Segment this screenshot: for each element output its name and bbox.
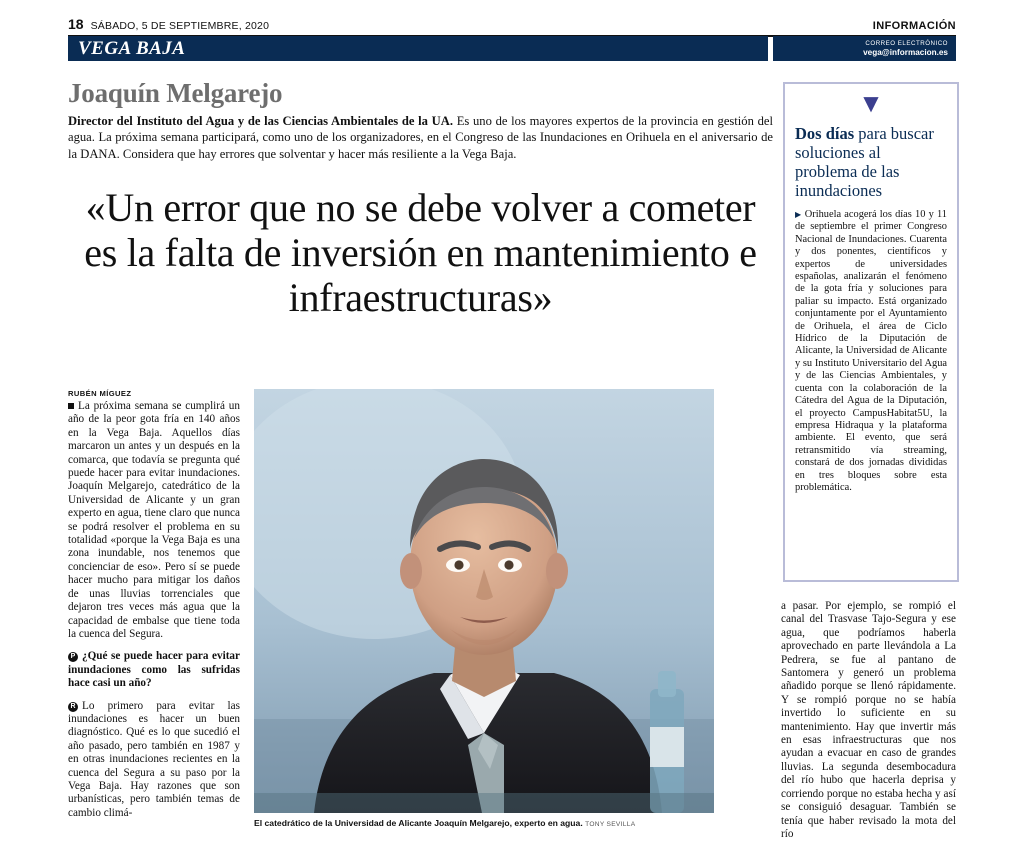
photo-caption [254,818,714,828]
answer-1 [68,700,240,821]
bullet-square-icon [68,403,74,409]
standfirst-bold: Director del Instituto del Agua y de las Ciencias Ambientales de la UA. [68,114,454,128]
section-title: VEGA BAJA [78,38,186,59]
contact-label: CORREO ELECTRÓNICO [865,40,948,47]
body-paragraph-1-text: La próxima semana se cumplirá un año de la peor gota fría en 140 años en la Vega Baja. Aquellos días marcaron un antes y un después en la comarca, que todavía se pregunta qué puede hacer para evitar inundaciones. Joaquín Melgarejo, catedrático de la Universidad de Alicante y un gran experto en agua, tiene claro que nunca se podrá resolver el problema en su totalidad «porque la Vega Baja es una zona inundable, nos tenemos que concienciar de eso». Pero sí se puede hacer mucho para mitigar los daños de unas lluvias torrenciales que dejaron tres veces más agua que la capacidad de embalse que tiene toda la cuenca del Segura. [68,400,240,640]
article-body-right: a pasar. Por ejemplo, se rompió el canal del Trasvase Tajo-Segura y ese agua, que podríamos haberla aprovechado en parte llevándola a La Pedrera, se fue al pantano de Santomera y generó un problema añadido porque se llenó rápidamente. Y se rompió porque no se había invertido lo suficiente en su mantenimiento. Hay que invertir más en esas infraestructuras que nos ayudan a evacuar en caso de grandes lluvias. La segunda desembocadura del río hubo que hacerla deprisa y corriendo porque no estaba hecha y así se consiguió desaguar. También se tenía que haber revisado la mota del río [781,600,956,840]
infobox-title [795,124,947,200]
masthead: INFORMACIÓN [872,20,956,32]
question-1-text: ¿Qué se puede hacer para evitar inundaciones como las sufridas hace casi un año? [68,650,240,690]
infobox-title-rest: para buscar soluciones al problema de las inundaciones [795,124,934,200]
photo-caption-text: El catedrático de la Universidad de Alicante Joaquín Melgarejo, experto en agua. [254,818,583,828]
interviewee-name: Joaquín Melgarejo [68,78,283,108]
infobox-body-text: Orihuela acogerá los días 10 y 11 de septiembre el primer Congreso Nacional de Inundaciones. Cuarenta y dos ponentes, científicos y expertos de universidades españolas, analizarán el fenómeno de la gota fría y soluciones para paliar su impacto. Está organizado conjuntamente por el Ayuntamiento de Orihuela, el área de Ciclo Hídrico de la Diputación de Alicante, la Universidad de Alicante y su Instituto Universitario del Agua y de las Ciencias Ambientales, y cuenta con la colaboración de la Cátedra del Agua de la Diputación, el proyecto CampusHabitat5U, la empresa Hidraqua y la plataforma ambiente. El evento, que será retransmitido vía streaming, constará de dos jornadas divididas en tres bloques sobre esta problemática. [795,209,947,493]
question-1 [68,650,240,690]
headline: «Un error que no se debe volver a cometer es la falta de inversión en mantenimiento e infraestructuras» [84,185,757,320]
article-body-left [68,400,240,829]
page-number: 18 [68,16,84,32]
bullet-triangle-icon: ▶ [795,210,802,219]
page-header [68,12,956,37]
infobox-title-bold: Dos días [795,124,855,143]
section-banner [68,36,768,61]
article-author: RUBÉN MÍGUEZ [68,389,132,398]
article-photo [254,389,714,813]
photo-credit: TONY SEVILLA [585,821,636,828]
infobox [783,82,959,582]
standfirst-rest: Es uno de los mayores expertos de la provincia en gestión del agua. La próxima semana participará, como uno de los organizadores, en el Congreso de las Inundaciones en Orihuela en el aniversario de la DANA. Considera que hay errores que solventar y hacer más resiliente a la Vega Baja. [68,114,773,161]
header-left [68,16,269,32]
standfirst [68,113,773,162]
answer-1-text: Lo primero para evitar las inundaciones es hacer un buen diagnóstico. Qué es lo que sucedió el año pasado, pero también en 1987 y en otras inundaciones recientes en la cuenca del Segura a su paso por la Vega Baja. Hay razones que son urbanísticas, pero también temas de cambio climá- [68,699,240,819]
question-badge-icon: P [68,652,78,662]
answer-badge-icon: R [68,702,78,712]
contact-banner [773,36,956,61]
arrow-down-icon: ▼ [858,89,884,118]
body-paragraph-1 [68,400,240,641]
publication-date: SÁBADO, 5 DE SEPTIEMBRE, 2020 [90,20,270,32]
contact-email[interactable]: vega@informacion.es [863,48,948,57]
photo-illustration [254,389,714,813]
infobox-body [795,209,947,494]
